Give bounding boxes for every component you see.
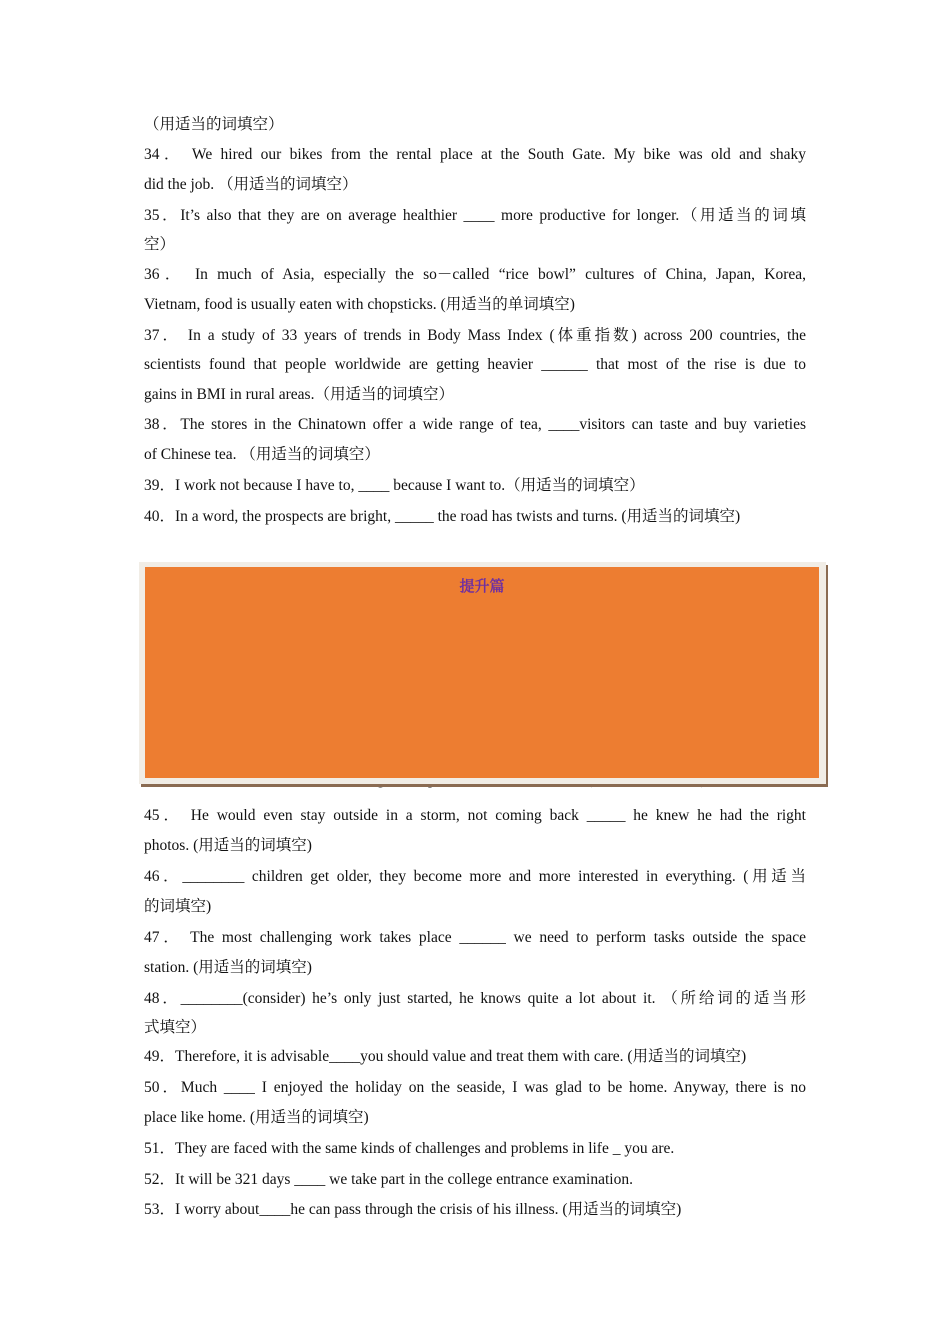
text-line: Vietnam, food is usually eaten with chopsticks. (用适当的单词填空) (144, 296, 575, 313)
text-line: 的词填空) (144, 898, 212, 915)
text-line: place like home. (用适当的词填空) (144, 1109, 369, 1126)
text-line: 36． In much of Asia, especially the so－called “rice bowl” cultures of China, Japan, Korea, (144, 266, 806, 283)
section-banner (145, 567, 819, 778)
text-line: 38．The stores in the Chinatown offer a wide range of tea, ____visitors can taste and buy varieties (144, 416, 806, 433)
text-line: did the job. （用适当的词填空） (144, 176, 358, 193)
text-line: 50．Much ____ I enjoyed the holiday on the seaside, I was glad to be home. Anyway, there is no (144, 1079, 806, 1096)
text-line: （用适当的词填空） (144, 116, 284, 133)
text-line: 51．They are faced with the same kinds of challenges and problems in life _ you are. (144, 1140, 675, 1157)
text-line: scientists found that people worldwide are getting heavier ______ that most of the rise is due to (144, 356, 806, 373)
text-line: 34． We hired our bikes from the rental place at the South Gate. My bike was old and shaky (144, 146, 806, 163)
text-line: 48．________(consider) he’s only just started, he knows quite a lot about it. （所给词的适当形 (144, 990, 806, 1007)
text-line: 52．It will be 321 days ____ we take part in the college entrance examination. (144, 1171, 633, 1188)
text-line: 37． In a study of 33 years of trends in Body Mass Index (体重指数) across 200 countries, the (144, 327, 806, 344)
text-line: 空） (144, 236, 176, 253)
text-line: of Chinese tea. （用适当的词填空） (144, 446, 380, 463)
text-line: station. (用适当的词填空) (144, 959, 312, 976)
text-line: 49．Therefore, it is advisable____you should value and treat them with care. (用适当的词填空) (144, 1048, 747, 1065)
text-line: 46．________ children get older, they become more and more interested in everything. (用适当 (144, 868, 806, 885)
text-line: 47． The most challenging work takes place ______ we need to perform tasks outside the space (144, 929, 806, 946)
text-line: 35．It’s also that they are on average healthier ____ more productive for longer.（用适当的词填 (144, 207, 806, 224)
text-line: 式填空） (144, 1019, 207, 1036)
banner-title: 提升篇 (459, 577, 505, 595)
text-line: gains in BMI in rural areas.（用适当的词填空） (144, 386, 454, 403)
text-line: photos. (用适当的词填空) (144, 837, 312, 854)
text-line: 40．In a word, the prospects are bright, _____ the road has twists and turns. (用适当的词填空) (144, 508, 741, 525)
text-line: 53．I worry about____he can pass through the crisis of his illness. (用适当的词填空) (144, 1201, 682, 1218)
text-line: 45． He would even stay outside in a storm, not coming back _____ he knew he had the right (144, 807, 806, 824)
text-line: 39．I work not because I have to, ____ because I want to.（用适当的词填空） (144, 477, 645, 494)
